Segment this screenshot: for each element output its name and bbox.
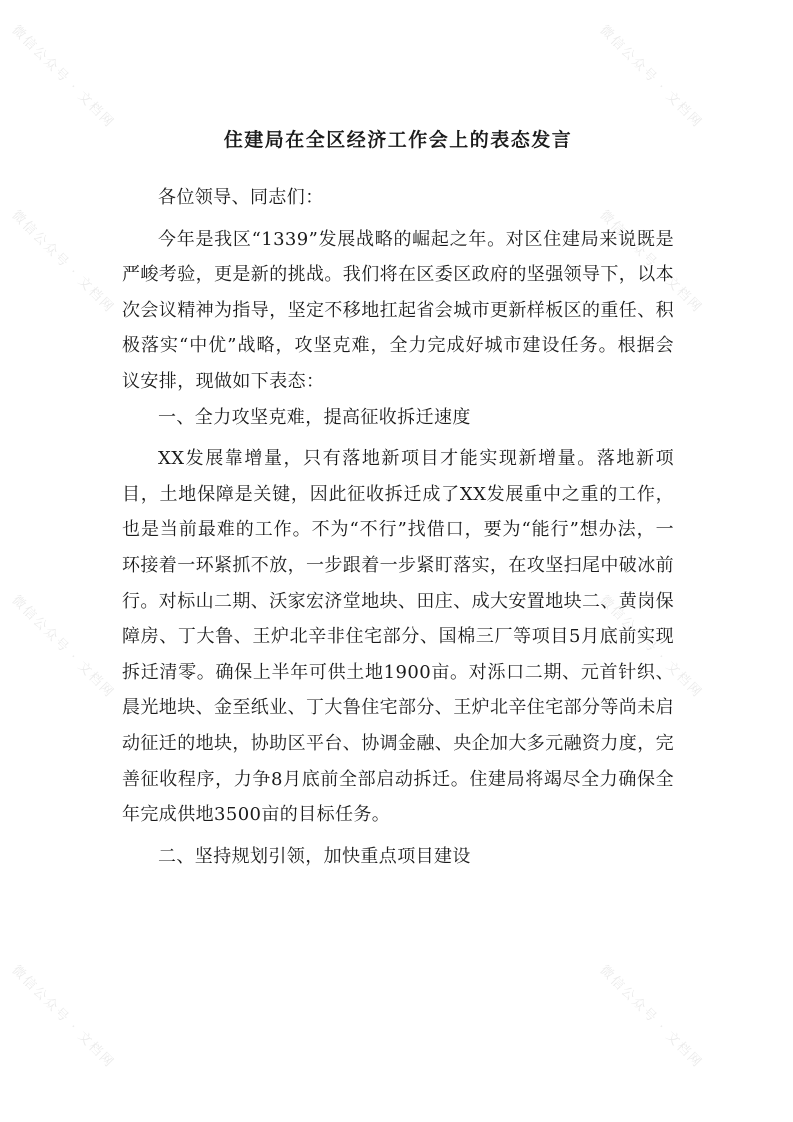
paragraph-intro: 今年是我区“1339”发展战略的崛起之年。对区住建局来说既是严峻考验，更是新的挑战。我们将在区委区政府的坚强领导下，以本次会议精神为指导，坚定不移地扛起省会城市更新样板区的重任、积极落实“中优”战略，攻坚克难，全力完成好城市建设任务。根据会议安排，现做如下表态： (122, 228, 674, 392)
watermark: 微信公众号 · 文档网 (596, 962, 706, 1072)
document-body (122, 125, 674, 874)
watermark: 微信公众号 · 文档网 (596, 592, 706, 702)
watermark: 微信公众号 · 文档网 (8, 962, 118, 1072)
section-heading-1: 一、全力攻坚克难，提高征收拆迁速度 (158, 406, 471, 428)
watermark: 微信公众号 · 文档网 (596, 207, 706, 317)
document-title: 住建局在全区经济工作会上的表态发言 (223, 129, 573, 151)
watermark: 微信公众号 · 文档网 (8, 207, 118, 317)
watermark: 微信公众号 · 文档网 (8, 592, 118, 702)
paragraph-section-1: XX发展靠增量，只有落地新项目才能实现新增量。落地新项目，土地保障是关键，因此征收拆迁成了XX发展重中之重的工作，也是当前最难的工作。不为“不行”找借口，要为“能行”想办法，一环接着一环紧抓不放，一步跟着一步紧盯落实，在攻坚扫尾中破冰前行。对标山二期、沃家宏济堂地块、田庄、成大安置地块二、黄岗保障房、丁大鲁、王炉北辛非住宅部分、国棉三厂等项目5月底前实现拆迁清零。确保上半年可供土地1900亩。对泺口二期、元首针织、晨光地块、金至纸业、丁大鲁住宅部分、王炉北辛住宅部分等尚未启动征迁的地块，协助区平台、协调金融、央企加大多元融资力度，完善征收程序，力争8月底前全部启动拆迁。住建局将竭尽全力确保全年完成供地3500亩的目标任务。 (122, 448, 674, 826)
watermark: 微信公众号 · 文档网 (596, 22, 706, 132)
salutation: 各位领导、同志们： (158, 187, 324, 208)
section-heading-2: 二、坚持规划引领，加快重点项目建设 (158, 845, 471, 867)
watermark: 微信公众号 · 文档网 (8, 22, 118, 132)
